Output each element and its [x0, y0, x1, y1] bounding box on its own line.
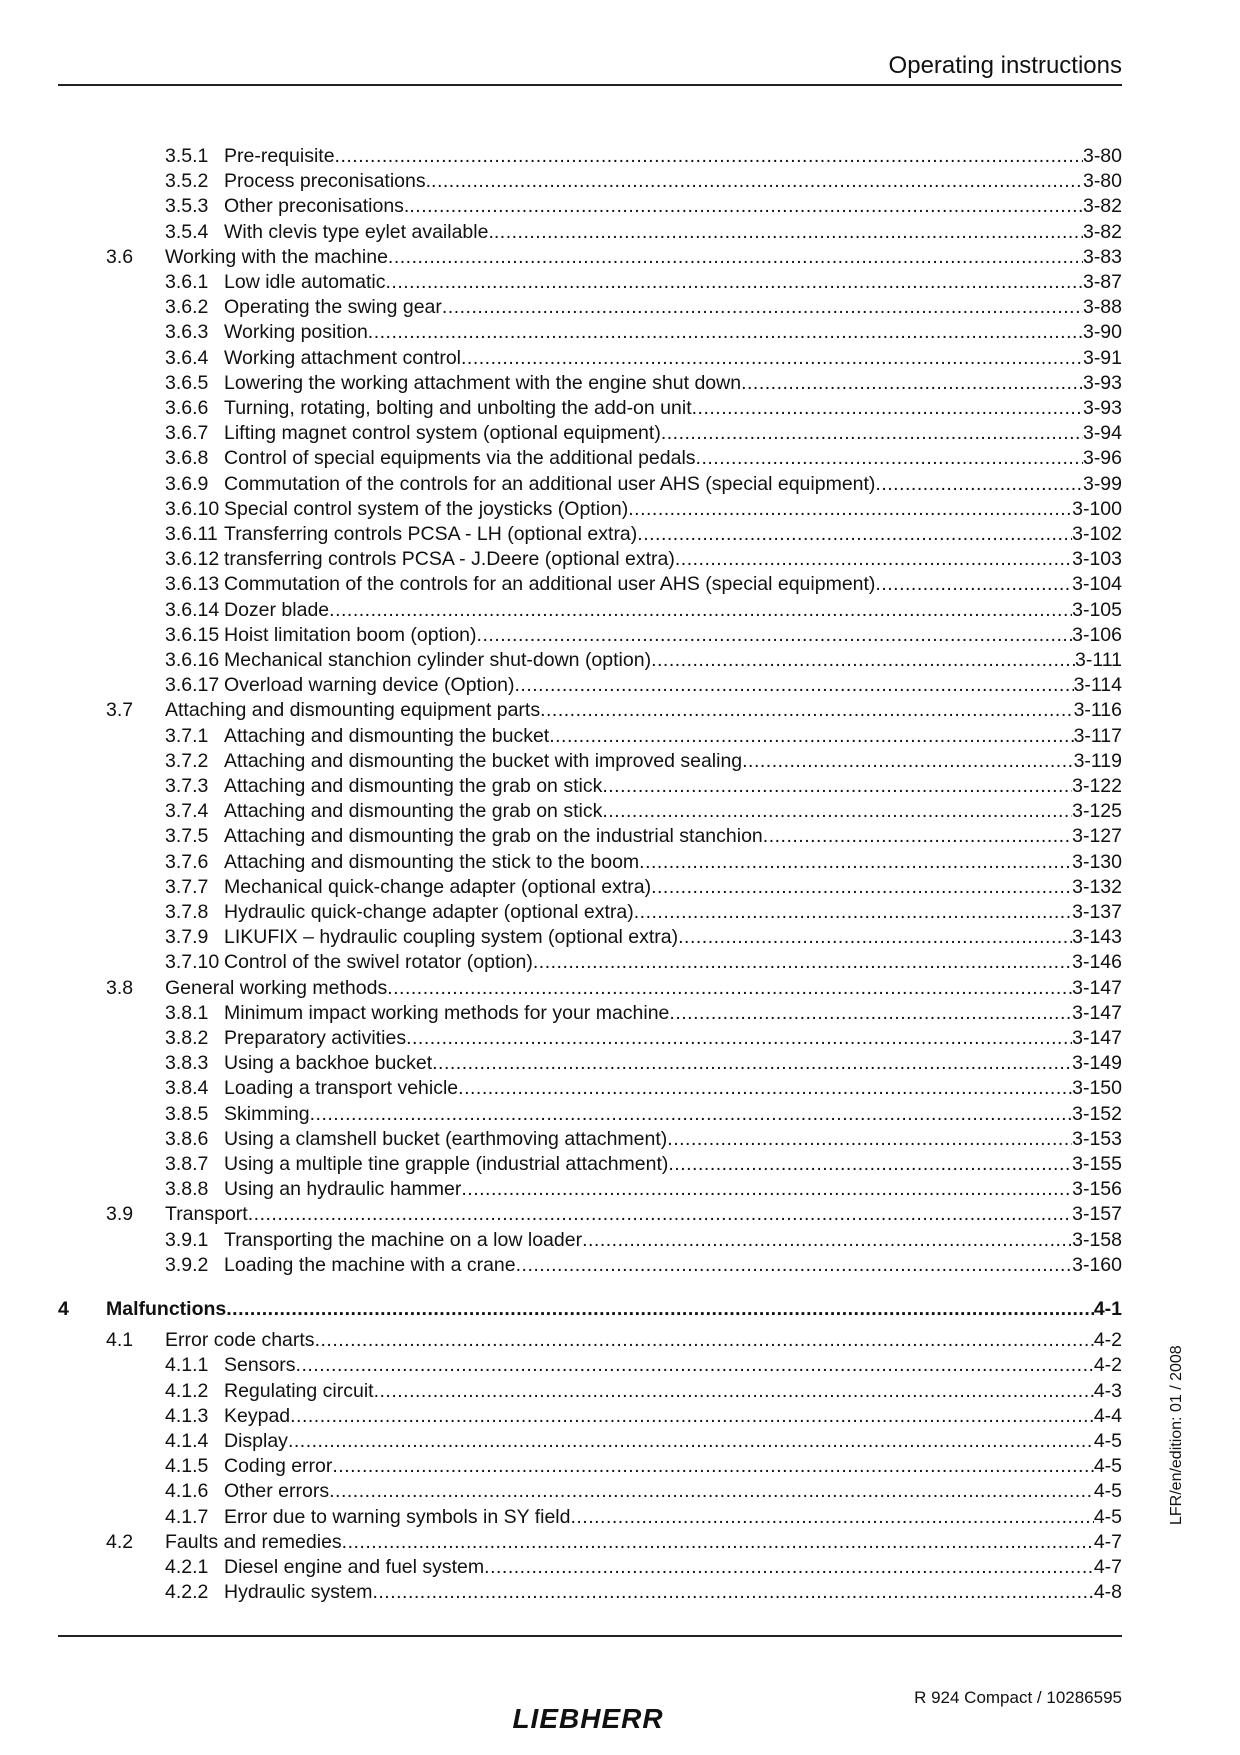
toc-entry[interactable]: [0, 623, 1240, 648]
toc-entry[interactable]: [0, 1152, 1240, 1177]
toc-entry[interactable]: [0, 1353, 1240, 1378]
toc-entry[interactable]: [0, 724, 1240, 749]
toc-dot-leader: [540, 698, 1073, 723]
toc-entry-page: 4-2: [1093, 1354, 1122, 1377]
toc-dot-leader: [296, 1353, 1094, 1378]
toc-dot-leader: [639, 850, 1072, 875]
toc-dot-leader: [484, 1555, 1094, 1580]
toc-dot-leader: [675, 547, 1072, 572]
toc-dot-leader: [368, 320, 1083, 345]
toc-entry-page: 3-155: [1072, 1153, 1122, 1175]
toc-dot-leader: [461, 1177, 1072, 1202]
toc-entry-title: Display: [224, 1430, 288, 1452]
toc-entry-title: Attaching and dismounting the bucket with improved sealing: [224, 749, 743, 772]
toc-dot-leader: [678, 925, 1072, 950]
toc-dot-leader: [516, 1253, 1073, 1278]
toc-entry[interactable]: [0, 824, 1240, 849]
toc-entry-page: 3-160: [1072, 1253, 1122, 1276]
header-rule: [58, 84, 1122, 86]
toc-entry-number: 3.6.17: [165, 674, 220, 697]
document-number: R 924 Compact / 10286595: [914, 1688, 1122, 1707]
toc-dot-leader: [374, 1379, 1094, 1404]
toc-entry-number: 4.1: [106, 1329, 134, 1352]
toc-entry-number: 3.7.1: [165, 724, 209, 747]
toc-entry-page: 3-143: [1072, 926, 1122, 949]
toc-entry-page: 4-5: [1093, 1430, 1122, 1452]
toc-entry-title: Using a clamshell bucket (earthmoving attachment): [224, 1127, 668, 1150]
toc-entry-number: 4.1.2: [165, 1379, 209, 1402]
toc-dot-leader: [692, 396, 1083, 421]
toc-entry-page: 3-132: [1072, 875, 1122, 898]
toc-entry[interactable]: [0, 220, 1240, 245]
toc-entry-title: Working position: [224, 321, 368, 344]
toc-entry-number: 3.6.13: [165, 573, 220, 596]
toc-entry-number: 4.1.7: [165, 1505, 209, 1528]
toc-entry-title: With clevis type eylet available.: [224, 220, 494, 243]
toc-entry-number: 4.1.6: [165, 1480, 209, 1503]
toc-entry-title: Overload warning device (Option): [224, 674, 515, 697]
toc-dot-leader: [461, 346, 1083, 371]
toc-entry-page: 3-82: [1082, 220, 1122, 243]
toc-entry-title: Preparatory activities: [224, 1027, 407, 1049]
toc-entry-title: Dozer blade: [224, 598, 330, 621]
toc-entry-page: 4-4: [1093, 1404, 1122, 1427]
toc-entry-page: 3-87: [1082, 271, 1122, 293]
toc-entry-title: Working with the machine: [165, 245, 388, 268]
toc-entry-number: 3.6.3: [165, 321, 209, 344]
toc-entry-page: 3-153: [1072, 1127, 1122, 1150]
toc-entry-title: Attaching and dismounting the grab on stick: [224, 800, 603, 823]
toc-entry[interactable]: [0, 522, 1240, 547]
toc-entry-title: Malfunctions: [106, 1298, 227, 1320]
toc-entry-page: 3-127: [1072, 825, 1122, 848]
footer-rule: [58, 1635, 1122, 1637]
toc-entry-number: 3.6.2: [165, 296, 209, 319]
toc-dot-leader: [329, 598, 1072, 623]
toc-entry-number: 3.7.5: [165, 825, 209, 848]
toc-entry-number: 3.6.15: [165, 623, 220, 646]
toc-entry[interactable]: [0, 1555, 1240, 1580]
toc-entry-title: Faults and remedies: [165, 1530, 342, 1553]
toc-entry[interactable]: [0, 648, 1240, 673]
toc-entry-title: Attaching and dismounting the stick to the boom: [224, 850, 640, 873]
toc-entry-title: Transporting the machine on a low loader: [224, 1228, 583, 1251]
toc-entry-title: Low idle automatic: [224, 271, 386, 293]
toc-entry-page: 4-7: [1093, 1530, 1122, 1553]
toc-entry-title: Lifting magnet control system (optional equipment): [224, 422, 661, 445]
toc-entry-title: Hoist limitation boom (option): [224, 623, 477, 646]
toc-entry-number: 3.8.1: [165, 1001, 209, 1024]
toc-entry[interactable]: [0, 1253, 1240, 1278]
toc-entry-title: Loading the machine with a crane: [224, 1253, 516, 1276]
toc-entry[interactable]: [0, 497, 1240, 522]
toc-dot-leader: [549, 724, 1073, 749]
toc-entry-page: 4-5: [1093, 1455, 1122, 1478]
toc-dot-leader: [442, 295, 1083, 320]
toc-entry-page: 4-5: [1093, 1505, 1122, 1528]
toc-entry-title: Operating the swing gear: [224, 296, 442, 319]
toc-entry-title: Lowering the working attachment with the engine shut down: [224, 371, 742, 394]
toc-dot-leader: [742, 749, 1073, 774]
toc-entry-title: Using a multiple tine grapple (industrial attachment): [224, 1153, 669, 1175]
toc-dot-leader: [602, 799, 1072, 824]
toc-entry[interactable]: [0, 1076, 1240, 1101]
toc-entry[interactable]: [0, 446, 1240, 471]
toc-entry[interactable]: [0, 1429, 1240, 1454]
toc-dot-leader: [315, 1328, 1094, 1353]
toc-entry-page: 4-3: [1093, 1379, 1122, 1402]
toc-entry-page: 3-88: [1082, 296, 1122, 319]
toc-entry-page: 3-106: [1072, 623, 1122, 646]
toc-dot-leader: [335, 144, 1083, 169]
toc-entry[interactable]: [0, 875, 1240, 900]
toc-dot-leader: [634, 900, 1072, 925]
toc-entry-page: 3-100: [1072, 497, 1122, 520]
toc-entry-title: Sensors: [224, 1354, 296, 1377]
toc-dot-leader: [329, 1479, 1094, 1504]
toc-entry-number: 3.8.5: [165, 1102, 209, 1125]
toc-entry-number: 3.8.7: [165, 1153, 209, 1175]
toc-entry[interactable]: [0, 673, 1240, 698]
toc-entry[interactable]: [0, 749, 1240, 774]
toc-entry-page: 3-82: [1082, 195, 1122, 218]
toc-entry[interactable]: [0, 346, 1240, 371]
toc-entry-number: 4.1.5: [165, 1455, 209, 1478]
toc-entry-number: 3.5.2: [165, 170, 209, 193]
toc-entry-number: 3.5.1: [165, 145, 209, 167]
toc-dot-leader: [372, 1580, 1093, 1605]
toc-entry-page: 3-111: [1075, 649, 1122, 671]
toc-dot-leader: [533, 950, 1072, 975]
toc-entry-title: Loading a transport vehicle: [224, 1077, 459, 1100]
toc-entry-number: 4.1.3: [165, 1404, 209, 1427]
toc-entry-page: 4-7: [1093, 1556, 1122, 1578]
toc-entry-page: 3-96: [1082, 447, 1122, 470]
toc-entry-number: 3.8.4: [165, 1077, 209, 1100]
toc-dot-leader: [651, 648, 1075, 673]
toc-entry[interactable]: [0, 1404, 1240, 1429]
toc-entry-page: 3-91: [1082, 346, 1122, 369]
toc-entry[interactable]: [0, 598, 1240, 623]
toc-entry-number: 3.5.3: [165, 195, 209, 218]
toc-dot-leader: [582, 1228, 1072, 1253]
toc-entry[interactable]: [0, 194, 1240, 219]
toc-dot-leader: [432, 1051, 1072, 1076]
toc-entry[interactable]: [0, 371, 1240, 396]
toc-entry-title: Minimum impact working methods for your machine: [224, 1001, 670, 1024]
toc-entry-page: 3-149: [1072, 1052, 1122, 1075]
toc-entry-page: 3-99: [1082, 472, 1122, 495]
toc-entry[interactable]: [0, 295, 1240, 320]
toc-entry-number: 3.6.12: [165, 548, 220, 571]
toc-entry-title: Transport: [165, 1203, 248, 1226]
toc-entry[interactable]: [0, 421, 1240, 446]
toc-dot-leader: [431, 169, 1083, 194]
toc-entry-number: 3.6: [106, 245, 134, 268]
toc-entry[interactable]: [0, 547, 1240, 572]
toc-entry[interactable]: [0, 698, 1240, 723]
toc-entry-title: Keypad: [224, 1404, 291, 1427]
toc-entry[interactable]: [0, 144, 1240, 169]
toc-entry-number: 3.7.3: [165, 775, 209, 797]
toc-entry[interactable]: [0, 976, 1240, 1001]
toc-entry-title: Other preconisations.: [224, 195, 410, 218]
toc-entry-page: 3-146: [1072, 951, 1122, 974]
toc-entry-title: Special control system of the joysticks (Option): [224, 497, 629, 520]
toc-entry-number: 3.9.1: [165, 1228, 209, 1251]
toc-dot-leader: [669, 1001, 1072, 1026]
toc-entry-page: 3-130: [1072, 850, 1122, 873]
toc-dot-leader: [409, 194, 1083, 219]
toc-entry-number: 3.6.9: [165, 472, 209, 495]
toc-entry-page: 3-83: [1082, 245, 1122, 268]
toc-dot-leader: [226, 1297, 1094, 1322]
toc-entry-number: 3.7: [106, 699, 134, 722]
toc-entry-number: 4: [58, 1298, 69, 1320]
toc-dot-leader: [406, 1026, 1072, 1051]
toc-entry-number: 3.6.8: [165, 447, 209, 470]
toc-entry-title: LIKUFIX – hydraulic coupling system (optional extra): [224, 926, 679, 949]
toc-entry-page: 3-122: [1072, 775, 1122, 797]
toc-entry[interactable]: [0, 1479, 1240, 1504]
toc-entry[interactable]: [0, 1001, 1240, 1026]
toc-entry-title: Pre-requisite: [224, 145, 335, 167]
toc-entry-page: 4-5: [1093, 1480, 1122, 1503]
toc-entry-page: 4-8: [1093, 1581, 1122, 1604]
toc-entry-number: 3.6.1: [165, 271, 209, 293]
toc-dot-leader: [741, 371, 1083, 396]
toc-dot-leader: [661, 421, 1083, 446]
toc-dot-leader: [494, 220, 1083, 245]
toc-entry-title: transferring controls PCSA - J.Deere (optional extra): [224, 548, 675, 571]
toc-entry-page: 3-152: [1072, 1102, 1122, 1125]
toc-entry-number: 3.6.7: [165, 422, 209, 445]
toc-entry-page: 3-156: [1072, 1178, 1122, 1201]
toc-entry-page: 3-94: [1082, 422, 1122, 445]
toc-entry-title: Turning, rotating, bolting and unbolting the add-on unit: [224, 397, 692, 419]
toc-entry[interactable]: [0, 799, 1240, 824]
toc-entry-title: Error code charts: [165, 1329, 315, 1352]
toc-entry-number: 3.6.6: [165, 397, 209, 419]
toc-entry[interactable]: [0, 396, 1240, 421]
toc-entry[interactable]: [0, 1228, 1240, 1253]
toc-entry-number: 3.6.11: [165, 523, 218, 545]
toc-dot-leader: [514, 673, 1073, 698]
toc-entry[interactable]: [0, 270, 1240, 295]
toc-entry-title: Hydraulic system: [224, 1581, 373, 1604]
toc-entry[interactable]: [0, 950, 1240, 975]
toc-entry-number: 4.2.1: [165, 1556, 209, 1578]
toc-entry-title: Using a backhoe bucket: [224, 1052, 433, 1075]
toc-entry[interactable]: [0, 1328, 1240, 1353]
toc-entry-page: 3-93: [1082, 397, 1122, 419]
toc-entry[interactable]: [0, 1454, 1240, 1479]
toc-entry-title: Control of special equipments via the additional pedals: [224, 447, 696, 470]
toc-entry-page: 3-158: [1072, 1228, 1122, 1251]
toc-entry-title: Mechanical quick-change adapter (optional extra): [224, 875, 652, 898]
toc-entry-title: Hydraulic quick-change adapter (optional extra): [224, 901, 634, 923]
toc-entry-title: Attaching and dismounting the grab on the industrial stanchion: [224, 825, 763, 848]
toc-entry[interactable]: [0, 472, 1240, 497]
toc-entry-page: 3-116: [1073, 699, 1122, 722]
toc-entry-title: Process preconisations.: [224, 170, 432, 193]
toc-dot-leader: [667, 1127, 1072, 1152]
toc-dot-leader: [875, 472, 1083, 497]
liebherr-logo: [490, 1703, 686, 1733]
toc-dot-leader: [342, 1530, 1094, 1555]
toc-entry[interactable]: [0, 572, 1240, 597]
toc-entry-page: 3-157: [1072, 1203, 1122, 1226]
toc-entry-title: Skimming: [224, 1102, 310, 1125]
toc-entry-page: 4-2: [1093, 1329, 1122, 1352]
toc-entry[interactable]: [0, 850, 1240, 875]
toc-entry-page: 3-104: [1072, 573, 1122, 596]
toc-entry[interactable]: [0, 1177, 1240, 1202]
toc-dot-leader: [628, 497, 1072, 522]
toc-dot-leader: [696, 446, 1083, 471]
toc-entry[interactable]: [0, 1026, 1240, 1051]
toc-entry-number: 3.8.8: [165, 1178, 209, 1201]
toc-entry-title: Using an hydraulic hammer: [224, 1178, 462, 1201]
toc-entry-page: 3-105: [1072, 598, 1122, 621]
toc-entry[interactable]: [0, 169, 1240, 194]
toc-entry[interactable]: [0, 1102, 1240, 1127]
toc-entry-number: 4.1.1: [165, 1354, 209, 1377]
toc-dot-leader: [332, 1454, 1093, 1479]
toc-entry-page: 3-80: [1082, 170, 1122, 193]
toc-entry-title: Transferring controls PCSA - LH (optional extra): [224, 523, 638, 545]
toc-entry[interactable]: [0, 245, 1240, 270]
toc-entry-title: Attaching and dismounting the grab on stick: [224, 775, 603, 797]
toc-entry-page: 3-90: [1082, 321, 1122, 344]
toc-entry[interactable]: [0, 1202, 1240, 1227]
toc-entry-title: Error due to warning symbols in SY field: [224, 1505, 571, 1528]
toc-entry-page: 3-119: [1073, 749, 1122, 772]
toc-dot-leader: [310, 1102, 1073, 1127]
toc-entry-number: 3.7.10: [165, 951, 220, 974]
toc-entry-number: 3.7.2: [165, 749, 209, 772]
toc-entry-number: 3.7.8: [165, 901, 209, 923]
page-header-title: Operating instructions: [888, 52, 1122, 79]
toc-entry-title: Commutation of the controls for an additional user AHS (special equipment): [224, 573, 876, 596]
toc-dot-leader: [477, 623, 1073, 648]
toc-entry-number: 3.6.5: [165, 371, 209, 394]
toc-dot-leader: [458, 1076, 1072, 1101]
toc-dot-leader: [290, 1404, 1094, 1429]
toc-dot-leader: [248, 1202, 1072, 1227]
toc-entry-number: 3.6.4: [165, 346, 209, 369]
toc-entry-page: 3-137: [1072, 901, 1122, 923]
toc-entry-number: 3.7.4: [165, 800, 209, 823]
toc-entry-number: 4.1.4: [165, 1430, 209, 1452]
toc-entry-title: Commutation of the controls for an additional user AHS (special equipment): [224, 472, 876, 495]
toc-entry-page: 3-147: [1072, 1027, 1122, 1049]
toc-entry-page: 3-117: [1073, 724, 1122, 747]
toc-entry-title: Other errors: [224, 1480, 330, 1503]
toc-dot-leader: [637, 522, 1072, 547]
toc-entry-page: 3-150: [1072, 1077, 1122, 1100]
toc-entry[interactable]: [0, 1530, 1240, 1555]
toc-entry-page: 3-147: [1072, 976, 1122, 999]
toc-entry[interactable]: [0, 1127, 1240, 1152]
toc-entry-number: 3.8: [106, 976, 134, 999]
toc-entry-number: 4.2.2: [165, 1581, 209, 1604]
toc-dot-leader: [388, 245, 1083, 270]
toc-entry[interactable]: [0, 1051, 1240, 1076]
toc-entry-page: 3-80: [1082, 145, 1122, 167]
toc-entry[interactable]: [0, 925, 1240, 950]
toc-entry[interactable]: [0, 1297, 1240, 1322]
toc-entry-page: 3-93: [1082, 371, 1122, 394]
toc-entry-title: Attaching and dismounting equipment parts: [165, 699, 541, 722]
toc-entry[interactable]: [0, 1505, 1240, 1530]
toc-entry-number: 4.2: [106, 1530, 134, 1553]
toc-entry-title: Attaching and dismounting the bucket: [224, 724, 550, 747]
toc-entry-number: 3.5.4: [165, 220, 209, 243]
toc-entry[interactable]: [0, 320, 1240, 345]
toc-dot-leader: [763, 824, 1072, 849]
toc-entry-page: 3-114: [1073, 674, 1122, 697]
toc-entry-title: Mechanical stanchion cylinder shut-down (option): [224, 649, 652, 671]
edition-note: LFR/en/edition: 01 / 2008: [1168, 1345, 1185, 1525]
toc-entry-page: 3-125: [1072, 800, 1122, 823]
toc-entry[interactable]: [0, 900, 1240, 925]
toc-entry-number: 3.7.9: [165, 926, 209, 949]
toc-entry-number: 3.6.14: [165, 598, 220, 621]
toc-dot-leader: [570, 1505, 1093, 1530]
toc-entry[interactable]: [0, 774, 1240, 799]
toc-dot-leader: [875, 572, 1072, 597]
toc-dot-leader: [387, 976, 1072, 1001]
toc-entry-number: 3.9: [106, 1203, 134, 1226]
toc-entry-title: Regulating circuit: [224, 1379, 374, 1402]
toc-entry-number: 3.6.10: [165, 497, 220, 520]
toc-entry-title: Working attachment control: [224, 346, 461, 369]
toc-entry-number: 3.8.2: [165, 1027, 209, 1049]
toc-entry-number: 3.8.3: [165, 1052, 209, 1075]
toc-entry-number: 3.7.7: [165, 875, 209, 898]
toc-entry-page: 3-102: [1072, 523, 1122, 545]
toc-entry-page: 3-147: [1072, 1001, 1122, 1024]
toc-dot-leader: [668, 1152, 1072, 1177]
toc-dot-leader: [288, 1429, 1094, 1454]
toc-entry-number: 3.8.6: [165, 1127, 209, 1150]
toc-dot-leader: [602, 774, 1072, 799]
toc-entry-title: Control of the swivel rotator (option): [224, 951, 533, 974]
toc-entry-title: Diesel engine and fuel system: [224, 1556, 485, 1578]
toc-entry[interactable]: [0, 1580, 1240, 1605]
toc-entry[interactable]: [0, 1379, 1240, 1404]
toc-entry-title: Coding error: [224, 1455, 333, 1478]
toc-entry-page: 4-1: [1093, 1298, 1122, 1320]
toc-entry-title: General working methods: [165, 976, 388, 999]
toc-entry-number: 3.9.2: [165, 1253, 209, 1276]
toc-entry-number: 3.7.6: [165, 850, 209, 873]
toc-dot-leader: [651, 875, 1072, 900]
toc-entry-number: 3.6.16: [165, 649, 220, 671]
liebherr-logo-text: LIEBHERR: [512, 1703, 664, 1733]
toc-dot-leader: [386, 270, 1083, 295]
toc-entry-page: 3-103: [1072, 548, 1122, 571]
